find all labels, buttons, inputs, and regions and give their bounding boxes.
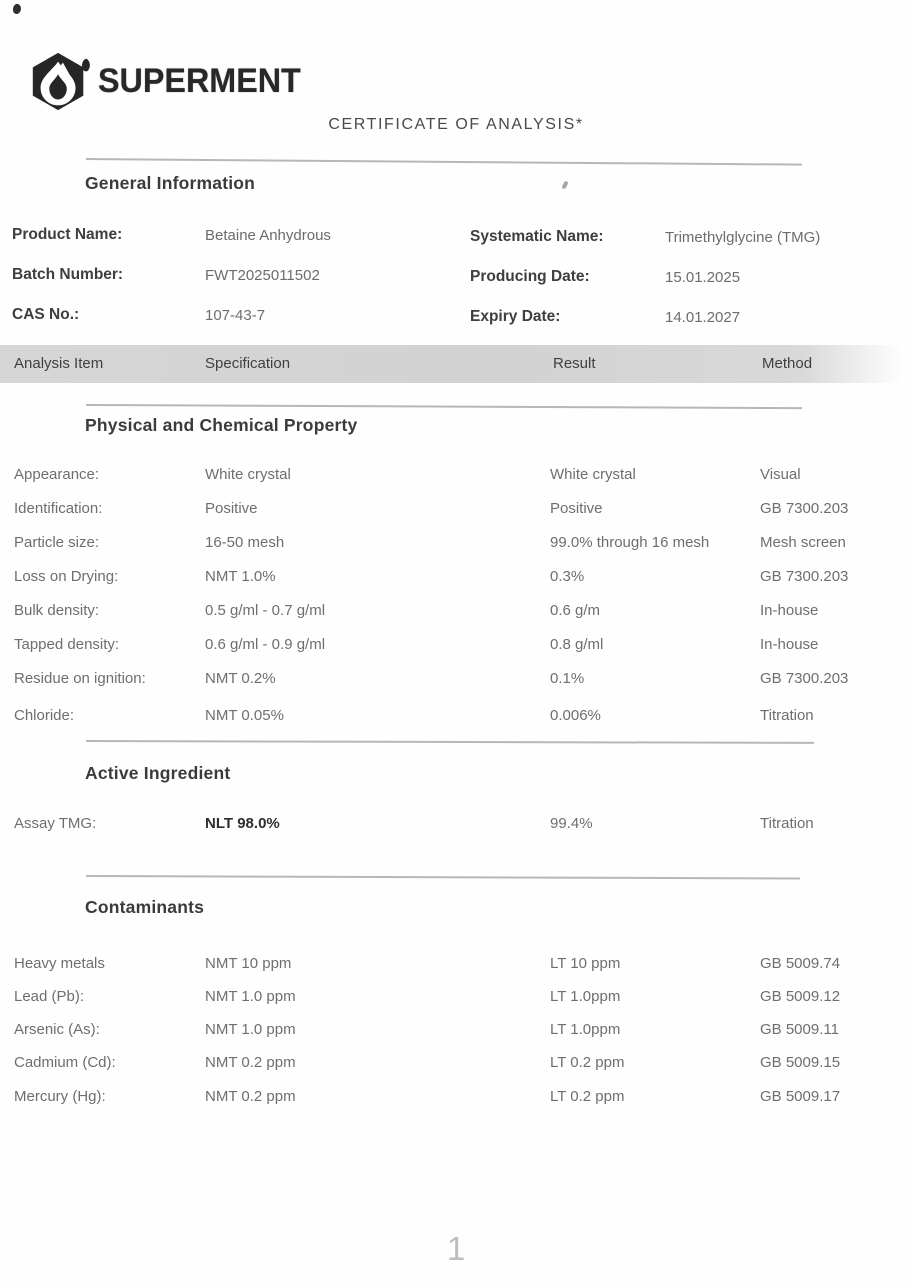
table-row-mercury (0, 1088, 912, 1108)
field-value-systematic-name: Trimethylglycine (TMG) (665, 229, 821, 246)
table-row-arsenic (0, 1021, 912, 1041)
field-value-product-name: Betaine Anhydrous (205, 227, 331, 244)
analysis-item: Appearance: (14, 466, 100, 483)
section-heading-contaminants: Contaminants (85, 897, 205, 917)
divider (86, 740, 814, 743)
result: LT 10 ppm (550, 955, 621, 972)
analysis-item: Mercury (Hg): (14, 1088, 106, 1105)
method: GB 5009.15 (760, 1054, 841, 1071)
brand-name: SUPERMENT (98, 62, 301, 100)
table-row-particle-size (0, 534, 912, 554)
table-row-tapped-density (0, 636, 912, 656)
analysis-item: Chloride: (14, 707, 75, 724)
analysis-item: Lead (Pb): (14, 988, 85, 1005)
field-value-cas-no: 107-43-7 (205, 307, 266, 324)
table-row-chloride (0, 707, 912, 727)
result: 0.3% (550, 568, 585, 585)
table-row-assay-tmg (0, 815, 912, 835)
specification: White crystal (205, 466, 291, 483)
method: GB 5009.12 (760, 988, 841, 1005)
table-row-appearance (0, 466, 912, 486)
analysis-item: Particle size: (14, 534, 100, 551)
specification: Positive (205, 500, 258, 517)
result: 0.1% (550, 670, 585, 687)
analysis-item: Bulk density: (14, 602, 100, 619)
result: 99.0% through 16 mesh (550, 534, 710, 551)
column-header-specification: Specification (205, 355, 291, 372)
specification: 0.5 g/ml - 0.7 g/ml (205, 602, 326, 619)
specification: NMT 1.0% (205, 568, 276, 585)
result: LT 0.2 ppm (550, 1054, 625, 1071)
result: 99.4% (550, 815, 593, 832)
section-heading-physical-chemical: Physical and Chemical Property (85, 415, 358, 435)
page-number: 1 (446, 1230, 466, 1267)
divider (86, 875, 800, 879)
table-row-bulk-density (0, 602, 912, 622)
field-value-batch-number: FWT2025011502 (205, 267, 320, 284)
table-row-residue-on-ignition (0, 670, 912, 690)
method: Titration (760, 707, 814, 724)
document-title: CERTIFICATE OF ANALYSIS* (328, 116, 584, 133)
method: In-house (760, 602, 819, 619)
field-label-systematic-name: Systematic Name: (470, 228, 604, 245)
specification: NMT 1.0 ppm (205, 1021, 296, 1038)
result: 0.006% (550, 707, 601, 724)
specification: NMT 0.2% (205, 670, 276, 687)
specification: NMT 10 ppm (205, 955, 292, 972)
specification: NMT 0.2 ppm (205, 1088, 296, 1105)
field-label-producing-date: Producing Date: (470, 268, 590, 285)
method: Visual (760, 466, 801, 483)
method: GB 7300.203 (760, 670, 849, 687)
method: GB 7300.203 (760, 500, 849, 517)
table-row-lead (0, 988, 912, 1008)
analysis-item: Cadmium (Cd): (14, 1054, 116, 1071)
result: Positive (550, 500, 603, 517)
column-header-analysis-item: Analysis Item (14, 355, 104, 372)
method: GB 5009.74 (760, 955, 841, 972)
field-label-product-name: Product Name: (12, 226, 123, 243)
method: GB 5009.17 (760, 1088, 841, 1105)
specification: NMT 0.2 ppm (205, 1054, 296, 1071)
specification: NMT 1.0 ppm (205, 988, 296, 1005)
column-header-result: Result (553, 355, 596, 372)
field-value-producing-date: 15.01.2025 (665, 269, 741, 286)
result: LT 1.0ppm (550, 1021, 621, 1038)
specification: 16-50 mesh (205, 534, 285, 551)
result: White crystal (550, 466, 636, 483)
analysis-item: Identification: (14, 500, 103, 517)
result: LT 0.2 ppm (550, 1088, 625, 1105)
method: In-house (760, 636, 819, 653)
scan-speck (561, 181, 568, 190)
method: Titration (760, 815, 814, 832)
field-label-batch-number: Batch Number: (12, 266, 124, 283)
section-heading-active-ingredient: Active Ingredient (85, 763, 231, 783)
analysis-item: Residue on ignition: (14, 670, 146, 687)
superment-logo-icon (26, 50, 94, 114)
field-label-cas-no: CAS No.: (12, 306, 80, 323)
field-label-expiry-date: Expiry Date: (470, 308, 561, 325)
table-row-heavy-metals (0, 955, 912, 975)
specification: 0.6 g/ml - 0.9 g/ml (205, 636, 326, 653)
method: GB 5009.11 (760, 1021, 839, 1038)
divider (86, 158, 802, 165)
analysis-item: Tapped density: (14, 636, 120, 653)
result: 0.8 g/ml (550, 636, 604, 653)
table-row-loss-on-drying (0, 568, 912, 588)
table-header-bar (0, 345, 912, 383)
section-heading-general-information: General Information (85, 173, 256, 193)
analysis-item: Heavy metals (14, 955, 105, 972)
analysis-item: Arsenic (As): (14, 1021, 100, 1038)
table-row-identification (0, 500, 912, 520)
field-value-expiry-date: 14.01.2027 (665, 309, 741, 326)
result: 0.6 g/m (550, 602, 601, 619)
specification: NMT 0.05% (205, 707, 284, 724)
table-row-cadmium (0, 1054, 912, 1074)
analysis-item: Assay TMG: (14, 815, 97, 832)
analysis-item: Loss on Drying: (14, 568, 119, 585)
method: Mesh screen (760, 534, 846, 551)
scan-speck (12, 3, 23, 15)
column-header-method: Method (762, 355, 813, 372)
method: GB 7300.203 (760, 568, 849, 585)
result: LT 1.0ppm (550, 988, 621, 1005)
specification: NLT 98.0% (205, 815, 280, 832)
divider (86, 404, 802, 409)
